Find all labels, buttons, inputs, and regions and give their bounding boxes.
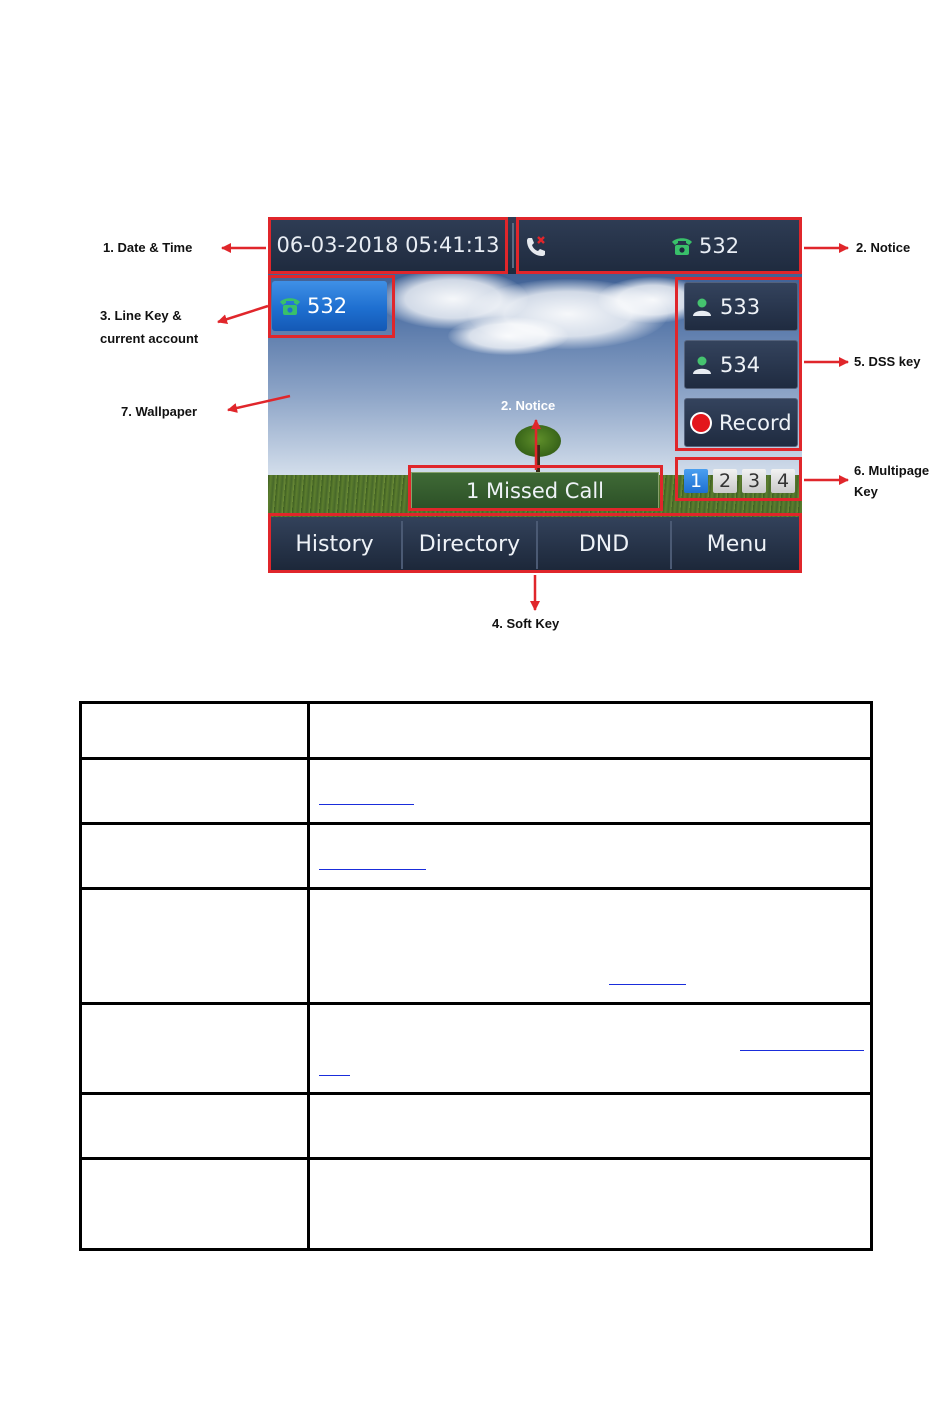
soft-key-menu[interactable]: Menu <box>706 532 768 557</box>
table-cell <box>81 759 309 824</box>
link-underline[interactable] <box>319 804 414 805</box>
missed-call-notice[interactable]: 1 Missed Call <box>411 472 659 510</box>
table-row <box>81 889 872 1004</box>
status-account-number: 532 <box>699 234 740 258</box>
label-notice-popup: 2. Notice <box>501 398 556 413</box>
table-cell <box>309 759 872 824</box>
label-notice: 2. Notice <box>856 240 911 255</box>
link-underline[interactable] <box>609 984 686 985</box>
multipage-key-2[interactable]: 2 <box>713 469 737 493</box>
description-table <box>79 701 873 1248</box>
arrow-wallpaper <box>228 396 290 410</box>
multipage-key-4[interactable]: 4 <box>771 469 795 493</box>
label-multipage-line1: 6. Multipage <box>854 463 930 478</box>
link-underline[interactable] <box>319 1075 350 1076</box>
table-cell <box>81 1094 309 1159</box>
soft-key-dnd[interactable]: DND <box>578 532 630 557</box>
multipage-key-1[interactable]: 1 <box>684 469 708 493</box>
multipage-key-3[interactable]: 3 <box>742 469 766 493</box>
table-cell <box>81 703 309 759</box>
table-cell <box>309 1159 872 1250</box>
link-underline[interactable] <box>319 869 426 870</box>
table-cell <box>81 1159 309 1250</box>
table-row <box>81 1159 872 1250</box>
label-line-key-line1: 3. Line Key & <box>100 308 182 323</box>
table-cell <box>309 1004 872 1094</box>
soft-key-directory[interactable]: Directory <box>418 532 521 557</box>
dss-key-label: 534 <box>720 352 761 377</box>
table-cell <box>81 1004 309 1094</box>
label-wallpaper: 7. Wallpaper <box>121 404 198 419</box>
table-cell <box>309 1094 872 1159</box>
table-cell <box>309 703 872 759</box>
dss-key-label: 533 <box>720 294 761 319</box>
dss-key-label: Record <box>719 410 792 435</box>
label-line-key-line2: current account <box>100 331 199 346</box>
table-cell <box>309 824 872 889</box>
table-cell <box>81 824 309 889</box>
table-row <box>81 1094 872 1159</box>
label-dss-key: 5. DSS key <box>854 354 921 369</box>
link-underline[interactable] <box>740 1050 864 1051</box>
table-cell <box>81 889 309 1004</box>
label-multipage-line2: Key <box>854 484 878 499</box>
label-soft-key: 4. Soft Key <box>492 616 560 631</box>
table-cell <box>309 889 872 1004</box>
table-row <box>81 1004 872 1094</box>
soft-key-history[interactable]: History <box>295 532 374 557</box>
date-time: 06-03-2018 05:41:13 <box>276 233 500 257</box>
line-key-label: 532 <box>307 294 348 318</box>
arrow-line-key <box>218 306 268 322</box>
table-row <box>81 703 872 759</box>
label-date-time: 1. Date & Time <box>103 240 193 255</box>
table-row <box>81 824 872 889</box>
table-row <box>81 759 872 824</box>
